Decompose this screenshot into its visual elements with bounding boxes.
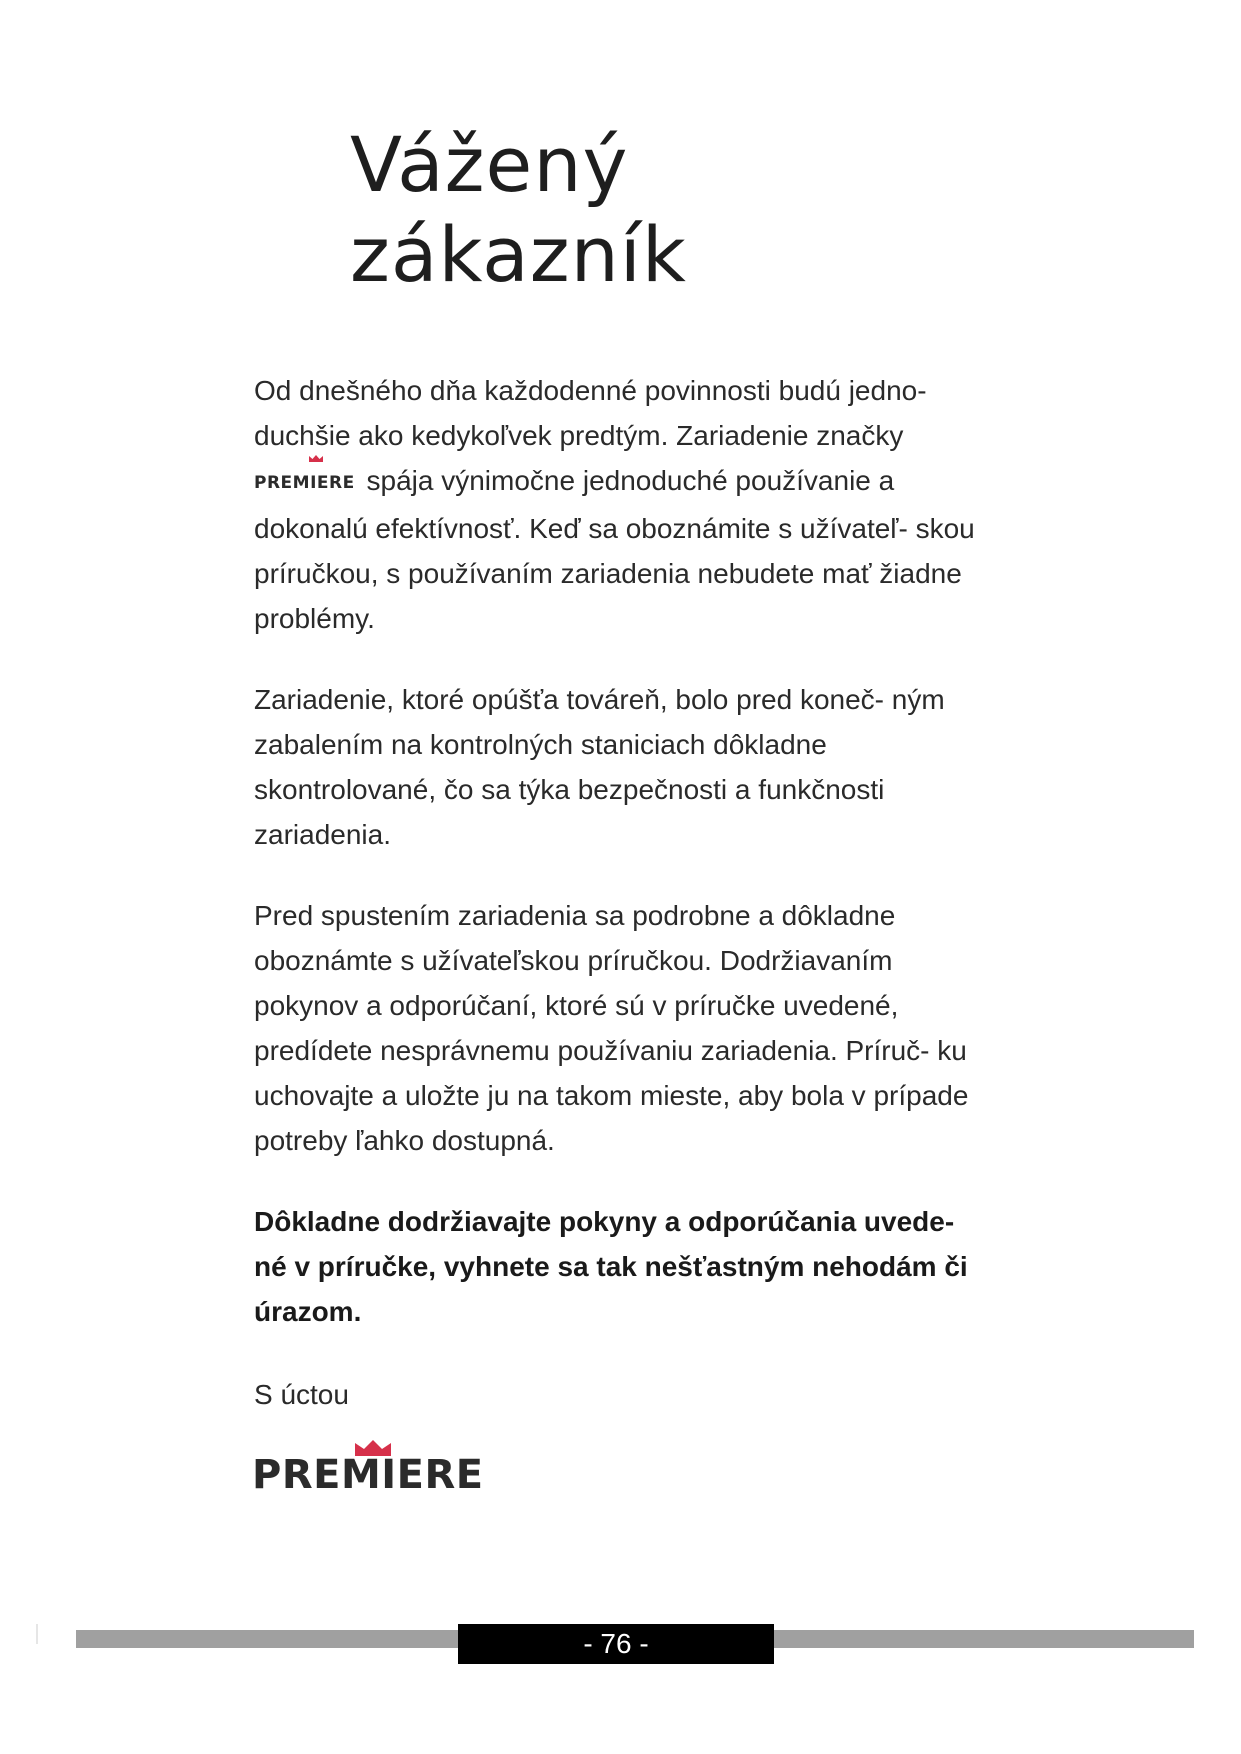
paragraph-intro-text-1: Od dnešného dňa každodenné povinnosti budú jedno- duchšie ako kedykoľvek predtým. Zariadenie značky <box>254 375 927 451</box>
premiere-logo-text: PREMIERE <box>252 1452 484 1498</box>
letter-body <box>254 368 994 1370</box>
paragraph-intro-text-2: spája výnimočne jednoduché používanie a dokonalú efektívnosť. Keď sa oboznámite s užívateľ- skou príručkou, s používaním zariadenia nebudete mať žiadne problémy. <box>254 465 975 634</box>
paragraph-inspection: Zariadenie, ktoré opúšťa továreň, bolo pred koneč- ným zabalením na kontrolných staniciach dôkladne skontrolované, čo sa týka bezpečnosti a funkčnosti zariadenia. <box>254 684 945 850</box>
paragraph-manual: Pred spustením zariadenia sa podrobne a dôkladne oboznámte s užívateľskou príručkou. Dodržiavaním pokynov a odporúčaní, ktoré sú v príručke uvedené, predídete nesprávnemu používaniu zariadenia. Príruč- ku uchovajte a uložte ju na takom mieste, aby bola v prípade potreby ľahko dostupná. <box>254 900 969 1156</box>
premiere-logo <box>252 1440 484 1500</box>
title-line-1: Vážený <box>350 120 629 209</box>
page-title <box>350 120 687 300</box>
signoff: S úctou <box>254 1379 349 1410</box>
title-line-2: zákazník <box>350 210 687 299</box>
margin-mark <box>36 1624 38 1644</box>
paragraph-warning: Dôkladne dodržiavajte pokyny a odporúčania uvede- né v príručke, vyhnete sa tak nešťastným nehodám či úrazom. <box>254 1206 968 1327</box>
premiere-inline-logo-text: PREMIERE <box>254 473 355 493</box>
paragraph-intro <box>254 368 994 641</box>
premiere-inline-logo <box>254 461 355 506</box>
page-number: - 76 - <box>458 1624 774 1664</box>
crown-icon <box>309 455 323 462</box>
